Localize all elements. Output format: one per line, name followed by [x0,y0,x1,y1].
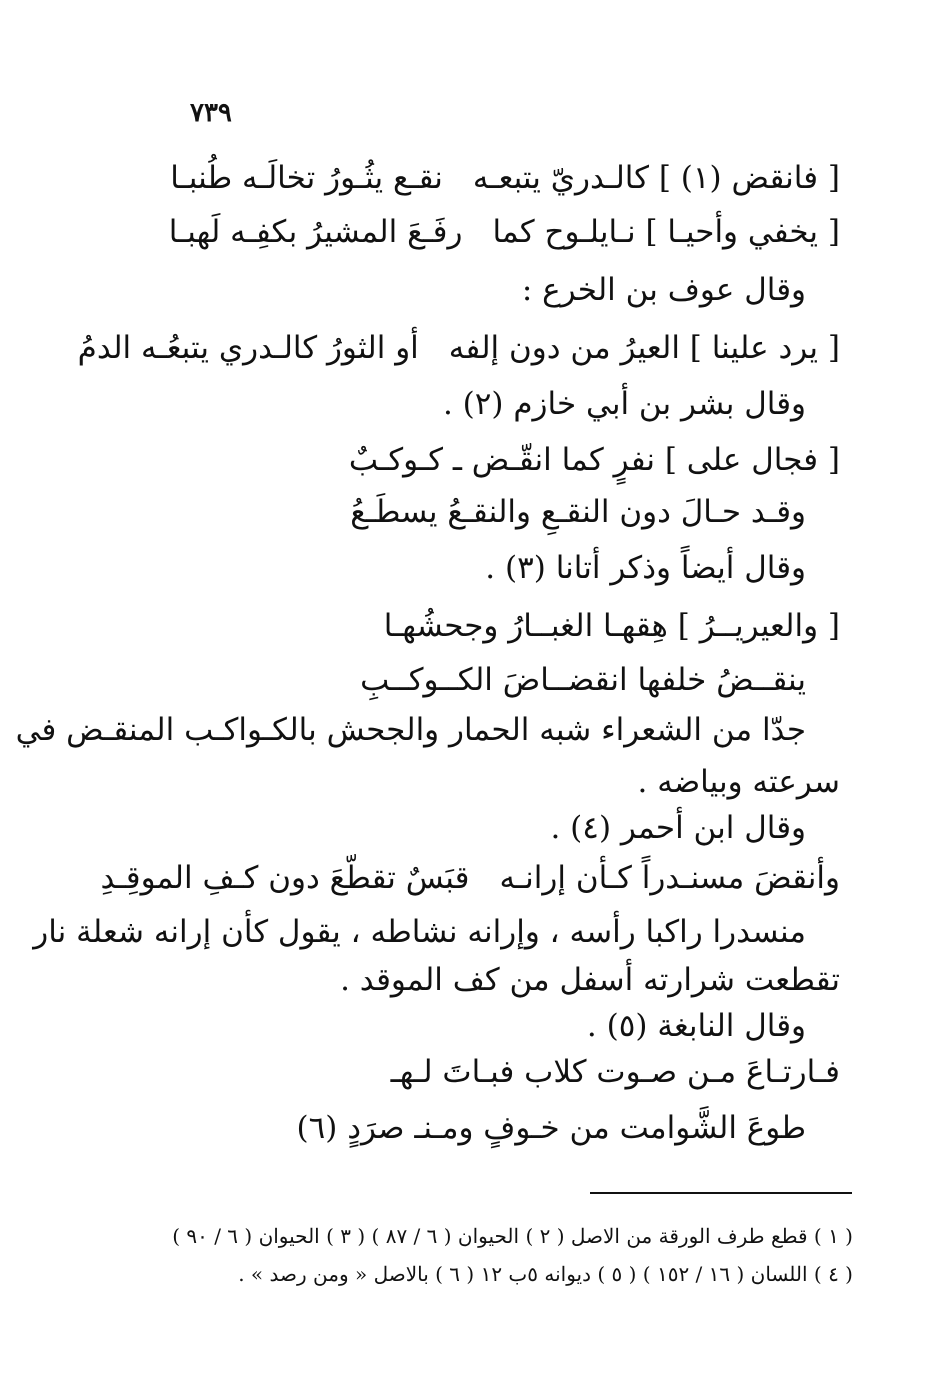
page-number: ٧٣٩ [190,98,232,128]
verse-line [100,858,840,898]
prose-line: منسدرا راكبا رأسه ، وإرانه نشاطه ، يقول كأن إرانه شعلة نار [33,914,806,950]
verse-hemistich-second: قبَسٌ تقطّعَ دون كـفِ الموقِـدِ [100,860,470,896]
prose-line: وقال بشر بن أبي خازم (٢) . [442,386,806,422]
verse-hemistich-second: رفَـعَ المشيرُ بكفِـه لَهبـا [168,214,463,250]
prose-line: وقال النابغة (٥) . [586,1008,806,1044]
verse-line: وقـد حـالَ دون النقـعِ والنقـعُ يسطَـعُ [350,494,806,530]
footnote-line: ( ٤ ) اللسان ( ١٦ / ١٥٢ ) ( ٥ ) ديوانه ٥ب ١٢ ( ٦ ) بالاصل « ومن رصد » . [238,1262,853,1286]
verse-line [160,158,840,198]
footnote-line: ( ١ ) قطع طرف الورقة من الاصل ( ٢ ) الحيوان ( ٦ / ٨٧ ) ( ٣ ) الحيوان ( ٦ / ٩٠ ) [172,1224,853,1248]
verse-hemistich-second: نقـع يثُـورُ تخالَـه طُنبـا [170,160,443,196]
verse-line: [ فجال على ] نفرٍ كما انقّـض ـ كـوكـبٌ [348,442,840,478]
verse-line [160,212,840,252]
verse-line: [ والعيريــرُ ] هِقهـا الغبــارُ وجحشُهـا [383,608,840,644]
verse-line [77,328,840,368]
verse-hemistich-first: [ فانقض (١) ] كالـدريّ يتبعـه [472,160,840,196]
prose-line: وقال عوف بن الخرع : [521,272,806,308]
verse-line: فـارتـاعَ مـن صـوت كلاب فبـاتَ لـهـ [390,1054,840,1090]
verse-hemistich-first: [ يخفي وأحيـا ] نـايلـوح كما [492,214,840,250]
prose-line: تقطعت شرارته أسفل من كف الموقد . [340,962,840,998]
verse-hemistich-first: وأنقضَ مسنـدراً كـأن إرانـه [499,860,840,896]
prose-line: جدّا من الشعراء شبه الحمار والجحش بالكـواكـب المنقـض في [15,712,806,748]
prose-line: وقال أيضاً وذكر أتانا (٣) . [485,550,806,586]
prose-line: سرعته وبياضه . [637,764,840,800]
verse-line: طوعَ الشَّوامت من خـوفٍ ومـنـ صرَدٍ (٦) [296,1110,806,1146]
footnote-divider [590,1192,852,1194]
prose-line: وقال ابن أحمر (٤) . [550,810,806,846]
verse-hemistich-second: أو الثورُ كالـدري يتبعُـه الدمُ [77,330,419,366]
verse-hemistich-first: [ يرد علينا ] العيرُ من دون إلفه [448,330,840,366]
verse-line: ينقــضُ خلفها انقضــاضَ الكــوكــبِ [360,662,806,698]
